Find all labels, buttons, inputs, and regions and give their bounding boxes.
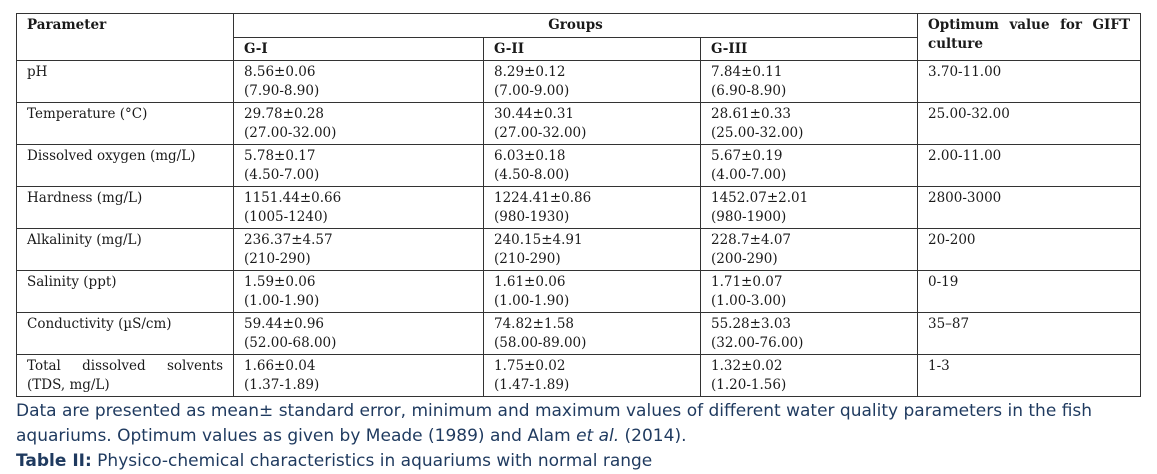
- table-row: [17, 61, 1141, 103]
- cell-g2: [484, 145, 701, 187]
- table-caption: [16, 399, 1140, 474]
- cell-optimum: 0-19: [918, 271, 1141, 313]
- table-note: [16, 399, 1140, 449]
- cell-g1: [234, 61, 484, 103]
- cell-range: (7.00-9.00): [494, 82, 570, 99]
- cell-mean: 240.15±4.91: [494, 232, 583, 248]
- cell-range: (210-290): [494, 250, 561, 267]
- cell-g1: [234, 271, 484, 313]
- cell-range: (1.00-1.90): [244, 292, 320, 309]
- cell-g3: [701, 229, 918, 271]
- header-group-g2: G-II: [484, 37, 701, 61]
- header-optimum: Optimum value for GIFT culture: [918, 14, 1141, 61]
- cell-g3: [701, 61, 918, 103]
- cell-range: (6.90-8.90): [711, 82, 787, 99]
- cell-g1: [234, 145, 484, 187]
- table-row: [17, 103, 1141, 145]
- cell-g1: [234, 313, 484, 355]
- table-row: [17, 355, 1141, 397]
- cell-range: (58.00-89.00): [494, 334, 587, 351]
- cell-parameter: Temperature (°C): [17, 103, 234, 145]
- header-groups: Groups: [234, 14, 918, 38]
- cell-g1: [234, 229, 484, 271]
- cell-parameter: pH: [17, 61, 234, 103]
- cell-g3: [701, 145, 918, 187]
- cell-range: (1.47-1.89): [494, 376, 570, 393]
- cell-mean: 59.44±0.96: [244, 316, 325, 332]
- cell-g2: [484, 271, 701, 313]
- cell-range: (200-290): [711, 250, 778, 267]
- cell-g3: [701, 355, 918, 397]
- table-row: [17, 145, 1141, 187]
- table-row: [17, 187, 1141, 229]
- header-parameter: Parameter: [17, 14, 234, 61]
- cell-range: (980-1930): [494, 208, 570, 225]
- table-note-italic: et al.: [576, 426, 620, 446]
- cell-parameter-line2: (TDS, mg/L): [27, 376, 110, 393]
- cell-optimum: 20-200: [918, 229, 1141, 271]
- table-row: [17, 313, 1141, 355]
- cell-optimum: 2.00-11.00: [918, 145, 1141, 187]
- cell-range: (1005-1240): [244, 208, 328, 225]
- cell-mean: 8.56±0.06: [244, 64, 316, 80]
- cell-mean: 228.7±4.07: [711, 232, 792, 248]
- cell-g1: [234, 187, 484, 229]
- cell-g3: [701, 313, 918, 355]
- header-group-g3: G-III: [701, 37, 918, 61]
- table-note-year: (2014).: [619, 426, 687, 446]
- cell-g3: [701, 187, 918, 229]
- cell-g2: [484, 313, 701, 355]
- cell-range: (210-290): [244, 250, 311, 267]
- cell-range: (4.00-7.00): [711, 166, 787, 183]
- cell-optimum: 3.70-11.00: [918, 61, 1141, 103]
- header-group-g1: G-I: [234, 37, 484, 61]
- cell-mean: 55.28±3.03: [711, 316, 792, 332]
- water-quality-table: [16, 13, 1141, 397]
- table-header-row: [17, 14, 1141, 38]
- cell-g1: [234, 355, 484, 397]
- cell-mean: 74.82±1.58: [494, 316, 575, 332]
- cell-optimum: 2800-3000: [918, 187, 1141, 229]
- table-title-label: Table II:: [16, 451, 92, 471]
- cell-parameter: Alkalinity (mg/L): [17, 229, 234, 271]
- cell-optimum: 35–87: [918, 313, 1141, 355]
- cell-mean: 1.71±0.07: [711, 274, 783, 290]
- cell-g2: [484, 103, 701, 145]
- cell-g3: [701, 103, 918, 145]
- cell-optimum: 25.00-32.00: [918, 103, 1141, 145]
- cell-range: (1.20-1.56): [711, 376, 787, 393]
- cell-mean: 1.32±0.02: [711, 358, 783, 374]
- cell-range: (27.00-32.00): [244, 124, 337, 141]
- cell-range: (25.00-32.00): [711, 124, 804, 141]
- cell-range: (32.00-76.00): [711, 334, 804, 351]
- cell-range: (52.00-68.00): [244, 334, 337, 351]
- cell-range: (7.90-8.90): [244, 82, 320, 99]
- cell-mean: 1.61±0.06: [494, 274, 566, 290]
- table-title: [16, 449, 1140, 474]
- cell-mean: 1.75±0.02: [494, 358, 566, 374]
- cell-range: (980-1900): [711, 208, 787, 225]
- cell-optimum: 1-3: [918, 355, 1141, 397]
- cell-range: (4.50-8.00): [494, 166, 570, 183]
- cell-mean: 5.67±0.19: [711, 148, 783, 164]
- cell-mean: 6.03±0.18: [494, 148, 566, 164]
- cell-range: (1.00-1.90): [494, 292, 570, 309]
- cell-mean: 5.78±0.17: [244, 148, 316, 164]
- cell-parameter: Hardness (mg/L): [17, 187, 234, 229]
- cell-g2: [484, 187, 701, 229]
- cell-mean: 1452.07±2.01: [711, 190, 809, 206]
- cell-mean: 1224.41±0.86: [494, 190, 592, 206]
- table-row: [17, 271, 1141, 313]
- table-row: [17, 229, 1141, 271]
- cell-range: (27.00-32.00): [494, 124, 587, 141]
- table-title-text: Physico-chemical characteristics in aquariums with normal range: [91, 451, 653, 471]
- cell-parameter: Salinity (ppt): [17, 271, 234, 313]
- cell-g2: [484, 61, 701, 103]
- cell-mean: 8.29±0.12: [494, 64, 566, 80]
- cell-range: (1.37-1.89): [244, 376, 320, 393]
- cell-g2: [484, 355, 701, 397]
- cell-mean: 29.78±0.28: [244, 106, 325, 122]
- document: [16, 13, 1140, 474]
- cell-parameter: Dissolved oxygen (mg/L): [17, 145, 234, 187]
- cell-parameter: Conductivity (µS/cm): [17, 313, 234, 355]
- cell-mean: 7.84±0.11: [711, 64, 783, 80]
- cell-g3: [701, 271, 918, 313]
- cell-g1: [234, 103, 484, 145]
- cell-mean: 1.66±0.04: [244, 358, 316, 374]
- cell-range: (1.00-3.00): [711, 292, 787, 309]
- cell-g2: [484, 229, 701, 271]
- cell-range: (4.50-7.00): [244, 166, 320, 183]
- cell-mean: 1151.44±0.66: [244, 190, 342, 206]
- cell-parameter: [17, 355, 234, 397]
- table-note-text: Data are presented as mean± standard error, minimum and maximum values of different water quality parameters in the fish aquariums. Optimum values as given by Meade (1989) and Alam: [16, 401, 1093, 446]
- cell-mean: 28.61±0.33: [711, 106, 792, 122]
- cell-mean: 1.59±0.06: [244, 274, 316, 290]
- cell-mean: 236.37±4.57: [244, 232, 333, 248]
- cell-mean: 30.44±0.31: [494, 106, 575, 122]
- cell-parameter-line1: Total dissolved solvents: [27, 358, 223, 374]
